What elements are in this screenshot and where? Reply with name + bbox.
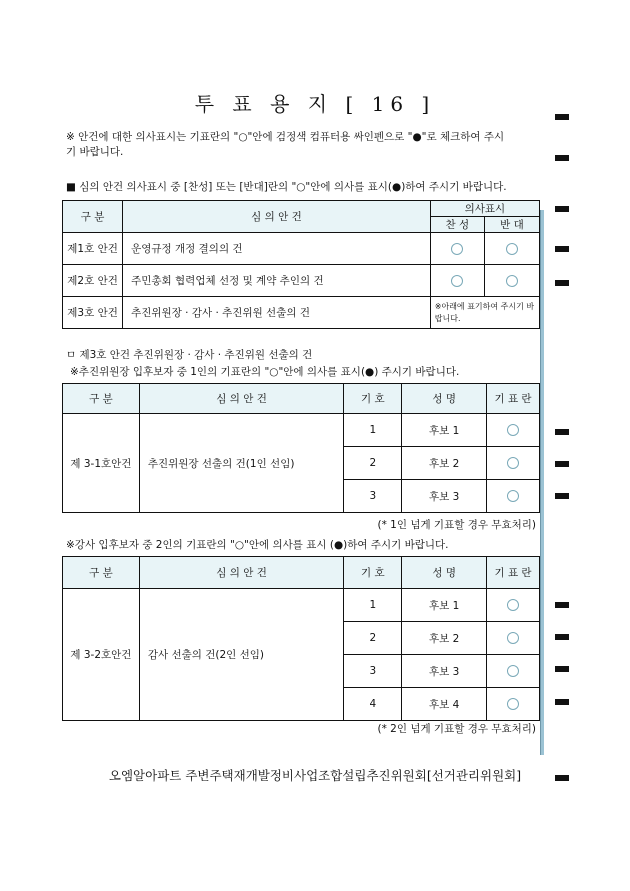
- agenda-number: 제1호 안건: [63, 233, 123, 265]
- agenda-title: 운영규정 개정 결의의 건: [123, 233, 431, 265]
- header-name: 성 명: [402, 557, 487, 589]
- timing-mark: [555, 699, 569, 705]
- vote-circle[interactable]: [507, 490, 519, 502]
- agenda-title: 주민총회 협력업체 선정 및 계약 추인의 건: [123, 265, 431, 297]
- agenda-vote-table: [62, 200, 540, 329]
- table-row: [63, 589, 540, 622]
- table-row: [63, 414, 540, 447]
- vote-circle[interactable]: [507, 599, 519, 611]
- timing-mark: [555, 634, 569, 640]
- oppose-cell: [484, 265, 539, 297]
- candidate-name: 후보 2: [402, 622, 487, 655]
- candidate-name: 후보 3: [402, 480, 487, 513]
- vote-circle[interactable]: [507, 424, 519, 436]
- agenda-number: 제 3-2호안건: [63, 589, 140, 721]
- oppose-cell: [484, 233, 539, 265]
- candidate-number: 4: [344, 688, 402, 721]
- header-category: 구 분: [63, 557, 140, 589]
- header-number: 기 호: [344, 384, 402, 414]
- header-approve: 찬 성: [430, 217, 484, 233]
- vote-circle[interactable]: [451, 243, 463, 255]
- candidate-name: 후보 2: [402, 447, 487, 480]
- header-agenda: 심 의 안 건: [139, 384, 344, 414]
- header-vote: 의사표시: [430, 201, 539, 217]
- mark-cell: [487, 622, 540, 655]
- instructions-line2: 기 바랍니다.: [66, 146, 124, 158]
- section2-footnote: (* 1인 넘게 기표할 경우 무효처리): [377, 519, 536, 531]
- candidate-number: 3: [344, 480, 402, 513]
- mark-cell: [487, 688, 540, 721]
- mark-cell: [487, 447, 540, 480]
- candidate-number: 3: [344, 655, 402, 688]
- agenda-number: 제2호 안건: [63, 265, 123, 297]
- ballot-title: 투 표 용 지 [ 16 ]: [194, 92, 436, 116]
- header-number: 기 호: [344, 557, 402, 589]
- header-category: 구 분: [63, 384, 140, 414]
- header-oppose: 반 대: [484, 217, 539, 233]
- header-category: 구 분: [63, 201, 123, 233]
- timing-mark: [555, 493, 569, 499]
- candidate-name: 후보 1: [402, 414, 487, 447]
- header-mark: 기 표 란: [487, 557, 540, 589]
- section3-footnote: (* 2인 넘게 기표할 경우 무효처리): [377, 723, 536, 735]
- section1-note: ■ 심의 안건 의사표시 중 [찬성] 또는 [반대]란의 "○"안에 의사를 표시(●)하여 주시기 바랍니다.: [66, 181, 507, 193]
- table-row: [63, 265, 540, 297]
- agenda-number: 제 3-1호안건: [63, 414, 140, 513]
- agenda-number: 제3호 안건: [63, 297, 123, 329]
- section3-note: ※강사 입후보자 중 2인의 기표란의 "○"안에 의사를 표시 (●)하여 주시기 바랍니다.: [66, 539, 449, 551]
- footer-organization: 오엠알아파트 주변주택재개발정비사업조합설립추진위원회[선거관리위원회]: [108, 768, 522, 783]
- timing-mark: [555, 246, 569, 252]
- candidate-name: 후보 1: [402, 589, 487, 622]
- vote-circle[interactable]: [451, 275, 463, 287]
- approve-cell: [430, 265, 484, 297]
- vote-circle[interactable]: [507, 665, 519, 677]
- candidate-name: 후보 3: [402, 655, 487, 688]
- timing-mark: [555, 206, 569, 212]
- timing-mark: [555, 280, 569, 286]
- approve-cell: [430, 233, 484, 265]
- timing-mark: [555, 114, 569, 120]
- header-agenda: 심 의 안 건: [123, 201, 431, 233]
- section2-note: ※추진위원장 입후보자 중 1인의 기표란의 "○"안에 의사를 표시(●) 주시기 바랍니다.: [70, 366, 460, 378]
- timing-mark: [555, 429, 569, 435]
- timing-mark: [555, 775, 569, 781]
- agenda-note: ※아래에 표기하여 주시기 바랍니다.: [430, 297, 539, 329]
- mark-cell: [487, 480, 540, 513]
- timing-mark: [555, 666, 569, 672]
- header-agenda: 심 의 안 건: [139, 557, 344, 589]
- mark-cell: [487, 589, 540, 622]
- section2-heading: ㅁ 제3호 안건 추진위원장 · 감사 · 추진위원 선출의 건: [66, 349, 313, 361]
- header-name: 성 명: [402, 384, 487, 414]
- timing-rail: [540, 210, 544, 755]
- chairman-election-table: [62, 383, 540, 513]
- candidate-name: 후보 4: [402, 688, 487, 721]
- candidate-number: 1: [344, 589, 402, 622]
- vote-circle[interactable]: [507, 457, 519, 469]
- instructions: [66, 130, 541, 160]
- header-mark: 기 표 란: [487, 384, 540, 414]
- timing-mark: [555, 155, 569, 161]
- mark-cell: [487, 414, 540, 447]
- candidate-number: 2: [344, 622, 402, 655]
- agenda-title: 감사 선출의 건(2인 선임): [139, 589, 344, 721]
- timing-mark: [555, 461, 569, 467]
- agenda-title: 추진위원장 · 감사 · 추진위원 선출의 건: [123, 297, 431, 329]
- agenda-title: 추진위원장 선출의 건(1인 선임): [139, 414, 344, 513]
- vote-circle[interactable]: [506, 275, 518, 287]
- instructions-line1: ※ 안건에 대한 의사표시는 기표란의 "○"안에 검정색 컴퓨터용 싸인펜으로 "●"로 체크하여 주시: [66, 131, 505, 143]
- timing-mark: [555, 602, 569, 608]
- candidate-number: 2: [344, 447, 402, 480]
- auditor-election-table: [62, 556, 540, 721]
- candidate-number: 1: [344, 414, 402, 447]
- vote-circle[interactable]: [507, 698, 519, 710]
- table-row: [63, 233, 540, 265]
- mark-cell: [487, 655, 540, 688]
- vote-circle[interactable]: [507, 632, 519, 644]
- vote-circle[interactable]: [506, 243, 518, 255]
- table-row: [63, 297, 540, 329]
